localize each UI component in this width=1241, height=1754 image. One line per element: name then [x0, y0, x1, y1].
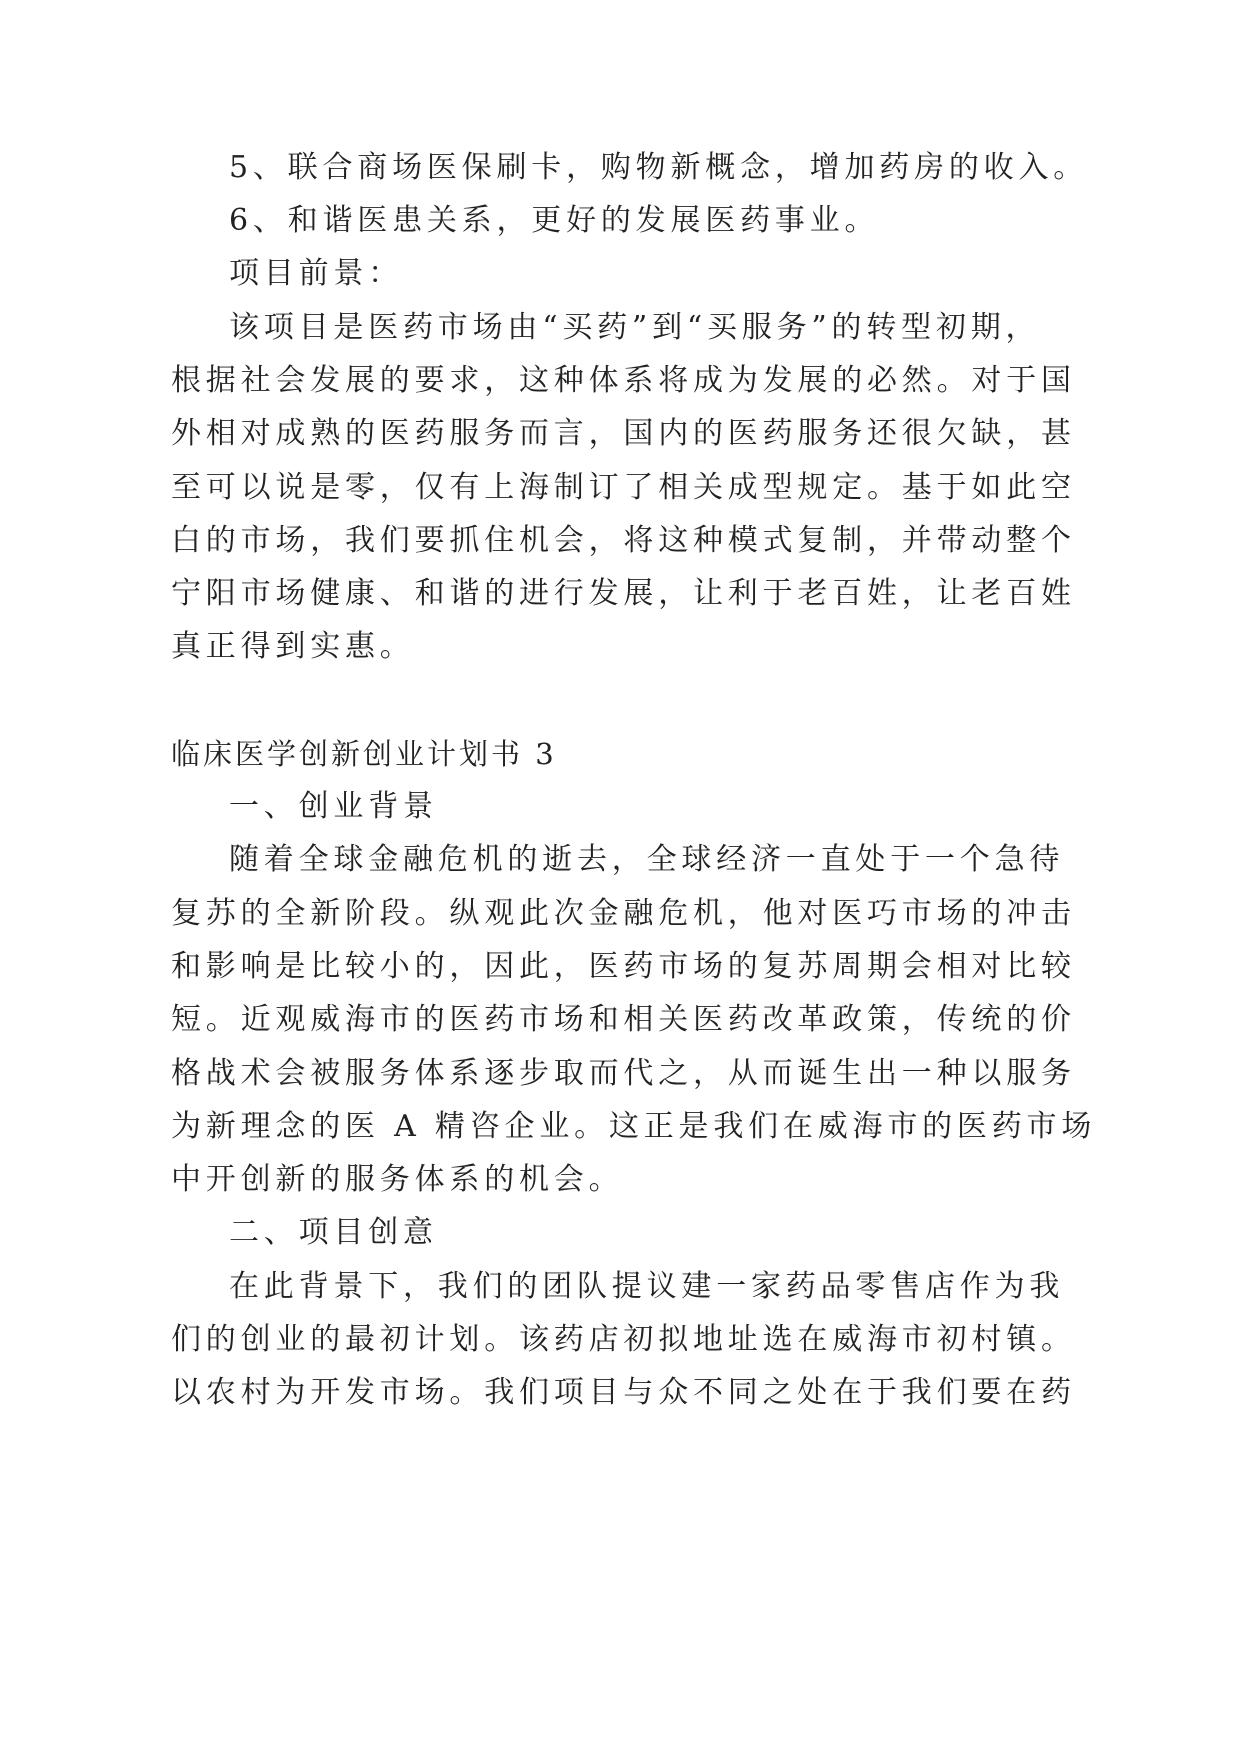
section-title: 临床医学创新创业计划书 3 — [171, 737, 557, 771]
prospect-line: 根据社会发展的要求，这种体系将成为发展的必然。对于国 — [171, 363, 1076, 398]
prospect-line: 宁阳市场健康、和谐的进行发展，让利于老百姓，让老百姓 — [171, 576, 1076, 611]
background-line: 和影响是比较小的，因此，医药市场的复苏周期会相对比较 — [171, 949, 1076, 984]
section-heading-background: 一、创业背景 — [229, 789, 438, 824]
background-line: 短。近观威海市的医药市场和相关医药改革政策，传统的价 — [171, 1002, 1076, 1037]
background-line: 格战术会被服务体系逐步取而代之，从而诞生出一种以服务 — [171, 1056, 1076, 1091]
list-item-6: 6、和谐医患关系，更好的发展医药事业。 — [229, 203, 880, 238]
prospect-line: 至可以说是零，仅有上海制订了相关成型规定。基于如此空 — [171, 470, 1076, 505]
prospect-label: 项目前景： — [229, 256, 403, 291]
prospect-line: 真正得到实惠。 — [171, 629, 415, 664]
prospect-line: 白的市场，我们要抓住机会，将这种模式复制，并带动整个 — [171, 523, 1076, 558]
prospect-line: 外相对成熟的医药服务而言，国内的医药服务还很欠缺，甚 — [171, 416, 1076, 451]
list-item-5: 5、联合商场医保刷卡，购物新概念，增加药房的收入。 — [229, 150, 1089, 185]
idea-line: 在此背景下，我们的团队提议建一家药品零售店作为我 — [229, 1269, 1065, 1304]
idea-line: 以农村为开发市场。我们项目与众不同之处在于我们要在药 — [171, 1375, 1076, 1410]
background-line: 随着全球金融危机的逝去，全球经济一直处于一个急待 — [229, 842, 1065, 877]
background-line: 为新理念的医 A 精咨企业。这正是我们在威海市的医药市场 — [171, 1109, 1097, 1144]
idea-line: 们的创业的最初计划。该药店初拟地址选在威海市初村镇。 — [171, 1322, 1076, 1357]
background-line: 中开创新的服务体系的机会。 — [171, 1162, 624, 1197]
section-heading-idea: 二、项目创意 — [229, 1215, 438, 1250]
prospect-line: 该项目是医药市场由“买药”到“买服务”的转型初期， — [229, 310, 1041, 345]
background-line: 复苏的全新阶段。纵观此次金融危机，他对医巧市场的冲击 — [171, 896, 1076, 931]
